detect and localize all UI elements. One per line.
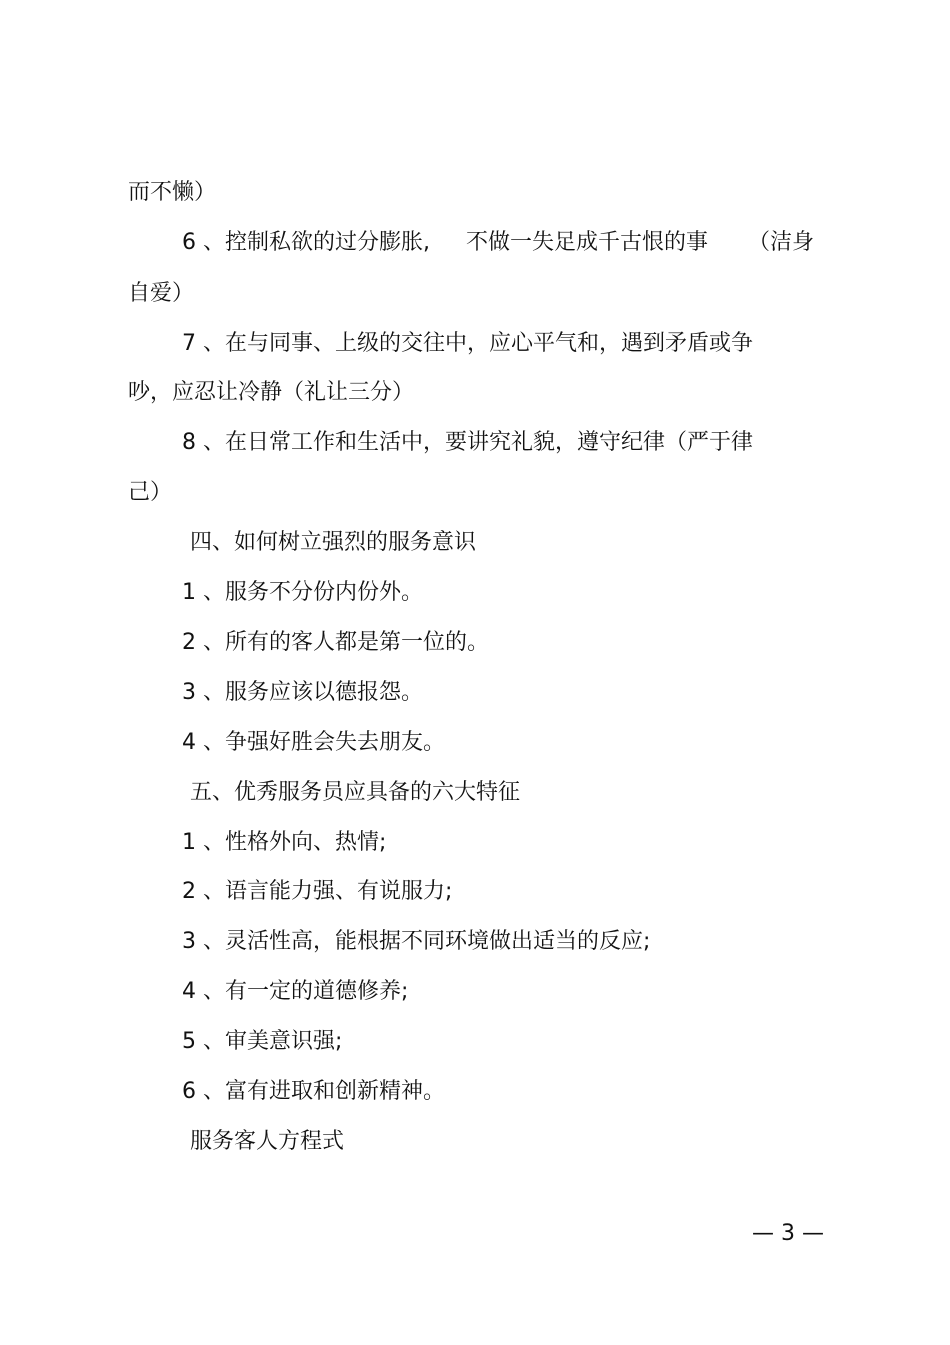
list-item: 1 、服务不分份内份外。 (182, 580, 423, 605)
text-line: 己） (128, 480, 173, 505)
list-item: 4 、争强好胜会失去朋友。 (182, 730, 445, 755)
text-segment: 不做一失足成千古恨的事 (465, 230, 708, 255)
text-segment: （洁身 (748, 230, 815, 255)
section-heading: 四、如何树立强烈的服务意识 (190, 530, 477, 555)
list-item: 4 、有一定的道德修养; (182, 979, 409, 1004)
text-line: 吵，应忍让冷静（礼让三分） (128, 380, 415, 405)
text-line: 自爱） (128, 281, 195, 306)
list-item: 7 、在与同事、上级的交往中，应心平气和，遇到矛盾或争 (182, 331, 753, 356)
text-line: 而不懒） (128, 180, 217, 205)
list-item: 8 、在日常工作和生活中，要讲究礼貌，遵守纪律（严于律 (182, 430, 753, 455)
list-item: 2 、语言能力强、有说服力; (182, 879, 453, 904)
list-item: 3 、服务应该以德报怨。 (182, 680, 423, 705)
list-item: 3 、灵活性高，能根据不同环境做出适当的反应; (182, 929, 651, 954)
list-item: 1 、性格外向、热情; (182, 830, 387, 855)
list-item: 2 、所有的客人都是第一位的。 (182, 630, 489, 655)
section-heading: 五、优秀服务员应具备的六大特征 (190, 780, 521, 805)
list-item: 5 、审美意识强; (182, 1029, 343, 1054)
text-segment: 6 、控制私欲的过分膨胀, (182, 230, 430, 255)
list-item (182, 228, 814, 258)
section-heading: 服务客人方程式 (190, 1129, 345, 1154)
page-number: — 3 — (752, 1221, 824, 1246)
list-item: 6 、富有进取和创新精神。 (182, 1079, 445, 1104)
